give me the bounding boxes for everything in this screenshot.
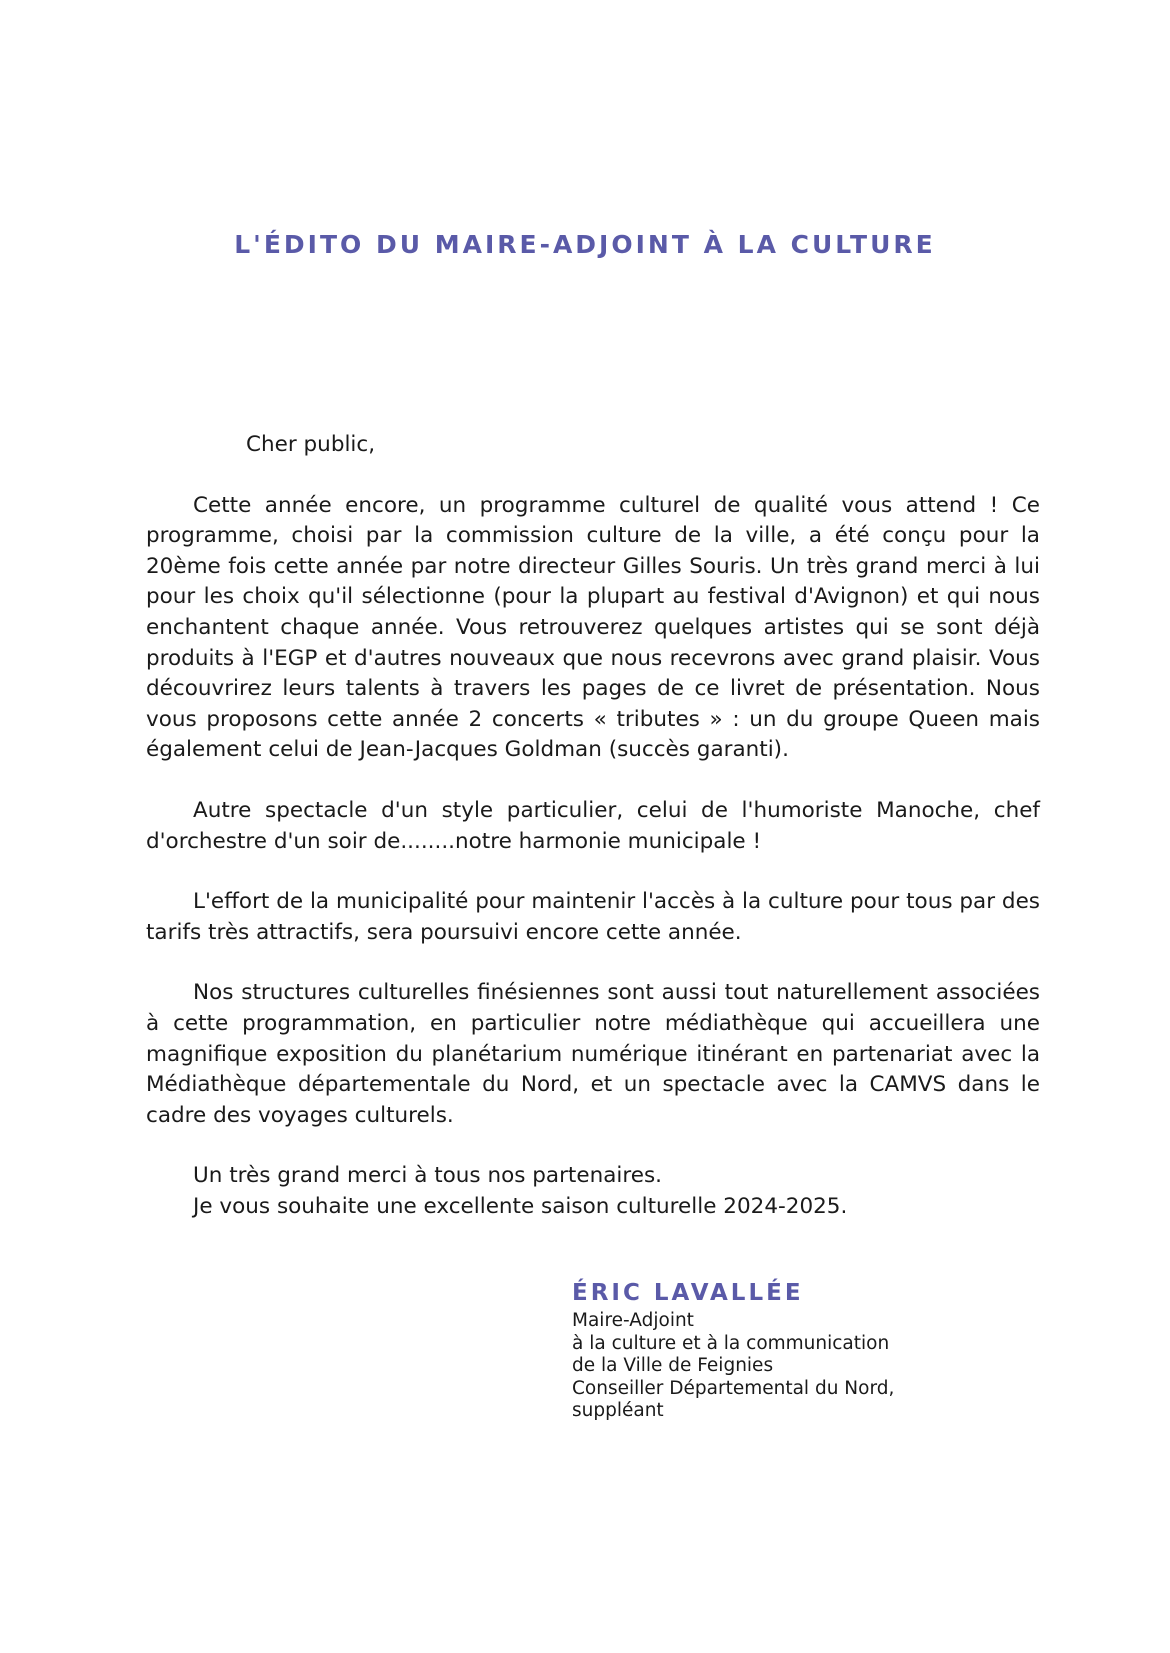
greeting: Cher public, xyxy=(246,432,376,457)
signature-block xyxy=(572,1280,992,1423)
paragraph: Autre spectacle d'un style particulier, celui de l'humoriste Manoche, chef d'orchestre d'un soir de........notre harmonie municipale ! xyxy=(146,797,1040,854)
paragraph: L'effort de la municipalité pour maintenir l'accès à la culture pour tous par des tarifs très attractifs, sera poursuivi encore cette année. xyxy=(146,889,1040,945)
page-title: L'ÉDITO DU MAIRE-ADJOINT À LA CULTURE xyxy=(234,230,936,259)
closing-line: Un très grand merci à tous nos partenaires. xyxy=(193,1163,662,1189)
letter-body xyxy=(146,430,1040,1222)
signatory-title-line: suppléant xyxy=(572,1400,664,1421)
signatory-title-line: de la Ville de Feignies xyxy=(572,1355,774,1376)
paragraph: Cette année encore, un programme culturel de qualité vous attend ! Ce programme, choisi par la commission culture de la ville, a été conçu pour la 20ème fois cette année par notre directeur Gilles Souris. Un très grand merci à lui pour les choix qu'il sélectionne (pour la plupart au festival d'Avignon) et qui nous enchantent chaque année. Vous retrouverez quelques artistes qui se sont déjà produits à l'EGP et d'autres nouveaux que nous recevrons avec grand plaisir. Vous découvrirez leurs talents à travers les pages de ce livret de présentation. Nous vous proposons cette année 2 concerts « tributes » : un du groupe Queen mais également celui de Jean-Jacques Goldman (succès garanti). xyxy=(146,492,1040,763)
closing xyxy=(146,1161,1040,1222)
closing-line: Je vous souhaite une excellente saison culturelle 2024-2025. xyxy=(193,1193,848,1219)
signatory-name: ÉRIC LAVALLÉE xyxy=(572,1280,804,1306)
paragraph: Nos structures culturelles finésiennes sont aussi tout naturellement associées à cette programmation, en particulier notre médiathèque qui accueillera une magnifique exposition du planétarium numérique itinérant en partenariat avec la Médiathèque départementale du Nord, et un spectacle avec la CAMVS dans le cadre des voyages culturels. xyxy=(146,980,1040,1128)
signatory-title-line: à la culture et à la communication xyxy=(572,1332,890,1354)
signatory-title-line: Conseiller Départemental du Nord, xyxy=(572,1377,895,1399)
signatory-title-line: Maire-Adjoint xyxy=(572,1310,694,1331)
